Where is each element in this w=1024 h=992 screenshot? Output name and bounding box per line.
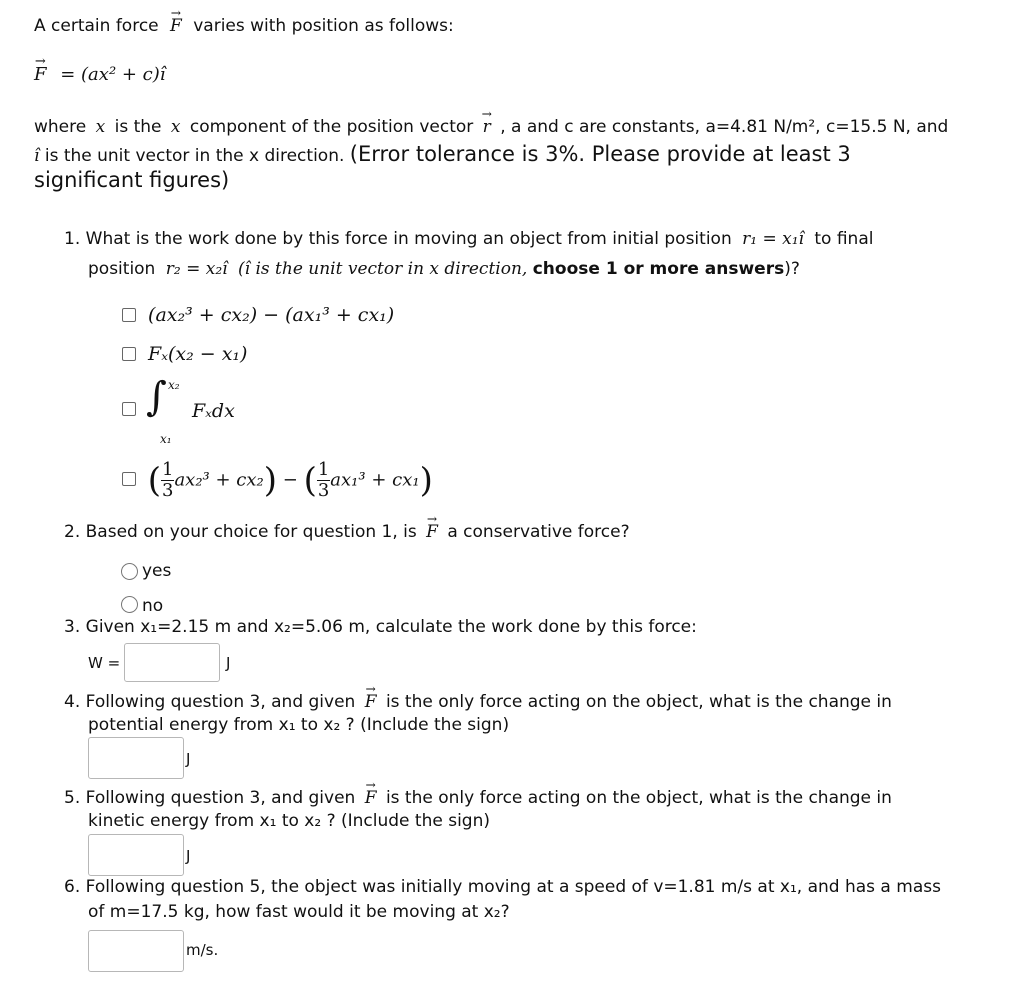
question-text: a conservative force? [447,522,630,542]
question-number: 1. [64,229,81,249]
option-label: (ax₂³ + cx₂) − (ax₁³ + cx₁) [148,304,395,326]
formula-expression: = (ax² + c)î [60,64,166,85]
question-1-line-1 [64,229,873,249]
question-3 [64,617,697,637]
question-number: 5. [64,788,81,808]
tolerance-note-cont: significant figures) [34,168,230,192]
integral-sign: ∫ [146,374,167,420]
work-unit: J [226,654,231,672]
q1-option-2[interactable] [122,343,247,365]
question-text: to final [814,229,874,249]
force-vector-symbol: → F [426,522,438,542]
question-number: 2. [64,522,81,542]
intro-text: component of the position vector [189,117,474,137]
question-2 [64,522,630,542]
question-5-line-2: kinetic energy from x₁ to x₂ ? (Include the sign) [88,811,490,831]
math-symbol: x [170,117,181,137]
kinetic-energy-input[interactable] [88,834,184,876]
radio-yes-label: yes [142,561,172,581]
intro-text: varies with position as follows: [193,16,454,36]
question-text: is the only force acting on the object, what is the change in [385,788,892,808]
force-vector-symbol: → F [365,788,377,808]
math-expression: r₂ = x₂î [165,259,228,279]
question-text: Following question 3, and given [85,692,356,712]
question-instruction: choose 1 or more answers [532,259,785,279]
force-vector-symbol: → F [170,16,182,36]
q1-option-1[interactable] [122,304,394,326]
question-text: is the only force acting on the object, what is the change in [385,692,892,712]
kinetic-energy-unit: J [186,847,191,865]
question-4-line-1 [64,692,892,712]
intro-unit-vector-line [34,142,851,166]
question-text: Given x₁=2.15 m and x₂=5.06 m, calculate the work done by this force: [85,617,697,637]
checkbox[interactable] [122,472,136,486]
potential-energy-input[interactable] [88,737,184,779]
radio-no-label: no [142,596,164,616]
position-vector-symbol: → r [483,117,491,137]
speed-unit: m/s. [186,941,219,959]
force-vector-symbol: → F [34,64,47,85]
question-6-line-2: of m=17.5 kg, how fast would it be moving at x₂? [88,902,510,922]
question-text: What is the work done by this force in moving an object from initial position [85,229,732,249]
tolerance-note: (Error tolerance is 3%. Please provide at least 3 [349,142,851,166]
intro-line-1 [34,16,454,36]
question-text: position [88,259,156,279]
math-symbol: î [34,146,40,166]
integral-lower-limit: x₁ [160,432,172,446]
question-1-line-2 [88,259,800,279]
question-text: (î is the unit vector in x direction, [238,259,528,279]
intro-text: A certain force [34,16,159,36]
question-number: 3. [64,617,81,637]
checkbox[interactable] [122,347,136,361]
question-text: )? [784,259,800,279]
option-label: Fₓdx [192,400,235,422]
integral-upper-limit: x₂ [168,378,180,392]
radio-no[interactable] [121,596,138,613]
question-4-line-2: potential energy from x₁ to x₂ ? (Include the sign) [88,715,510,735]
q1-option-4[interactable]: ( $\frac{1}{3}$ ax₂³ + cx₂) − ( $\frac{1}{3}$ ax₁³ + cx₁) [122,460,433,501]
radio-yes[interactable] [121,563,138,580]
question-5-line-1 [64,788,892,808]
work-input-label: W = [88,654,121,672]
potential-energy-unit: J [186,750,191,768]
intro-where-line [34,117,948,137]
intro-text: is the unit vector in the x direction. [44,146,345,166]
math-symbol: x [95,117,106,137]
checkbox[interactable] [122,402,136,416]
force-vector-symbol: → F [365,692,377,712]
question-number: 4. [64,692,81,712]
option-label: Fₓ(x₂ − x₁) [148,343,248,365]
question-number: 6. [64,877,81,897]
math-expression: r₁ = x₁î [742,229,804,249]
intro-text: is the [114,117,162,137]
question-text: Following question 3, and given [85,788,356,808]
fraction-one-third: $\frac{1}{3}$ [162,459,174,501]
checkbox[interactable] [122,308,136,322]
intro-text: where [34,117,87,137]
question-text: Based on your choice for question 1, is [85,522,417,542]
question-6-line-1 [64,877,941,897]
force-formula [34,64,166,85]
fraction-one-third: $\frac{1}{3}$ [317,459,330,501]
question-text: Following question 5, the object was initially moving at a speed of v=1.81 m/s at x₁, and has a mass [85,877,941,897]
intro-text: , a and c are constants, a=4.81 N/m², c=15.5 N, and [500,117,949,137]
speed-input[interactable] [88,930,184,972]
work-input[interactable] [124,643,220,682]
